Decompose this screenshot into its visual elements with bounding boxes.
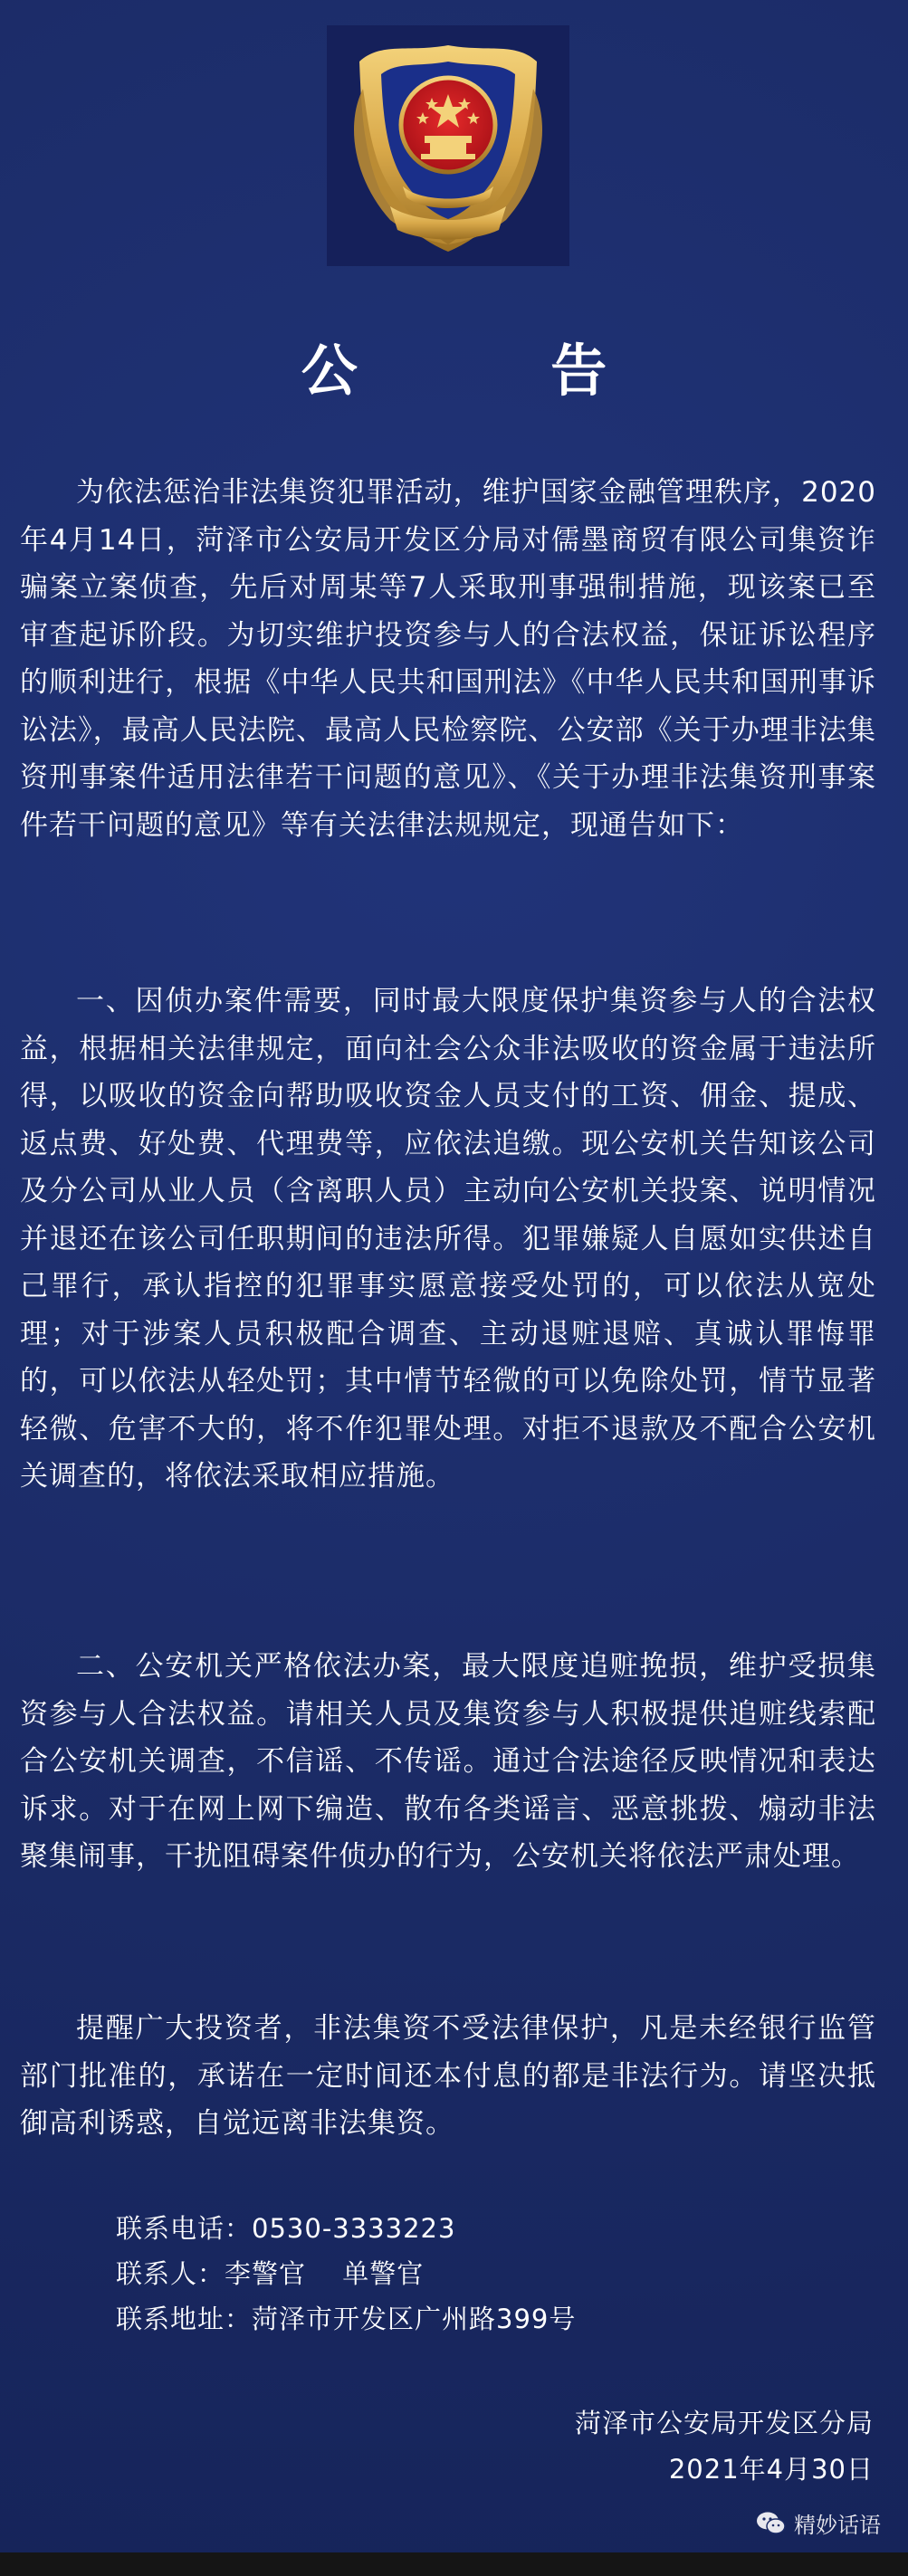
- signature-org: 菏泽市公安局开发区分局: [574, 2408, 874, 2438]
- wechat-watermark: [756, 2507, 881, 2539]
- signature-block: [575, 2400, 874, 2493]
- contact-person-row: [116, 2251, 576, 2296]
- police-emblem: [327, 25, 569, 266]
- contact-phone-row: [116, 2206, 576, 2251]
- contact-phone-label: 联系电话：: [116, 2213, 253, 2244]
- wechat-icon: [756, 2511, 787, 2536]
- contact-person-value: 李警官 单警官: [225, 2258, 425, 2289]
- intro-paragraph: 为依法惩治非法集资犯罪活动，维护国家金融管理秩序，2020年4月14日，菏泽市公安局开发区分局对儒墨商贸有限公司集资诈骗案立案侦查，先后对周某等7人采取刑事强制措施，现该案已至审查起诉阶段。为切实维护投资参与人的合法权益，保证诉讼程序的顺利进行，根据《中华人民共和国刑法》《中华人民共和国刑事诉讼法》，最高人民法院、最高人民检察院、公安部《关于办理非法集资刑事案件适用法律若干问题的意见》、《关于办理非法集资刑事案件若干问题的意见》等有关法律法规规定，现通告如下：: [20, 476, 876, 842]
- warning-paragraph: 提醒广大投资者，非法集资不受法律保护，凡是未经银行监管部门批准的，承诺在一定时间还本付息的都是非法行为。请坚决抵御高利诱惑，自觉远离非法集资。: [20, 2012, 876, 2140]
- contact-address-label: 联系地址：: [116, 2304, 253, 2334]
- section-one-paragraph: 一、因侦办案件需要，同时最大限度保护集资参与人的合法权益，根据相关法律规定，面向社会公众非法吸收的资金属于违法所得，以吸收的资金向帮助吸收资金人员支付的工资、佣金、提成、返点费、好处费、代理费等，应依法追缴。现公安机关告知该公司及分公司从业人员（含离职人员）主动向公安机关投案、说明情况并退还在该公司任职期间的违法所得。犯罪嫌疑人自愿如实供述自己罪行，承认指控的犯罪事实愿意接受处罚的，可以依法从宽处理；对于涉案人员积极配合调查、主动退赃退赔、真诚认罪悔罪的，可以依法从轻处罚；其中情节轻微的可以免除处罚，情节显著轻微、危害不大的，将不作犯罪处理。对拒不退款及不配合公安机关调查的，将依法采取相应措施。: [20, 985, 876, 1493]
- contact-block: [116, 2206, 576, 2342]
- police-emblem-icon: [327, 25, 569, 266]
- watermark-text: 精妙话语: [794, 2513, 881, 2538]
- contact-address-row: [116, 2296, 576, 2342]
- signature-date: 2021年4月30日: [668, 2454, 874, 2485]
- contact-phone-value: 0530-3333223: [252, 2213, 456, 2244]
- section-two-paragraph: 二、公安机关严格依法办案，最大限度追赃挽损，维护受损集资参与人合法权益。请相关人员及集资参与人积极提供追赃线索配合公安机关调查，不信谣、不传谣。通过合法途径反映情况和表达诉求。对于在网上网下编造、散布各类谣言、恶意挑拨、煽动非法聚集闹事，干扰阻碍案件侦办的行为，公安机关将依法严肃处理。: [20, 1650, 876, 1873]
- footer-strip: [0, 2552, 908, 2576]
- contact-address-value: 菏泽市开发区广州路399号: [252, 2304, 577, 2334]
- contact-person-label: 联系人：: [116, 2258, 225, 2289]
- page-title: 公 告: [301, 338, 694, 404]
